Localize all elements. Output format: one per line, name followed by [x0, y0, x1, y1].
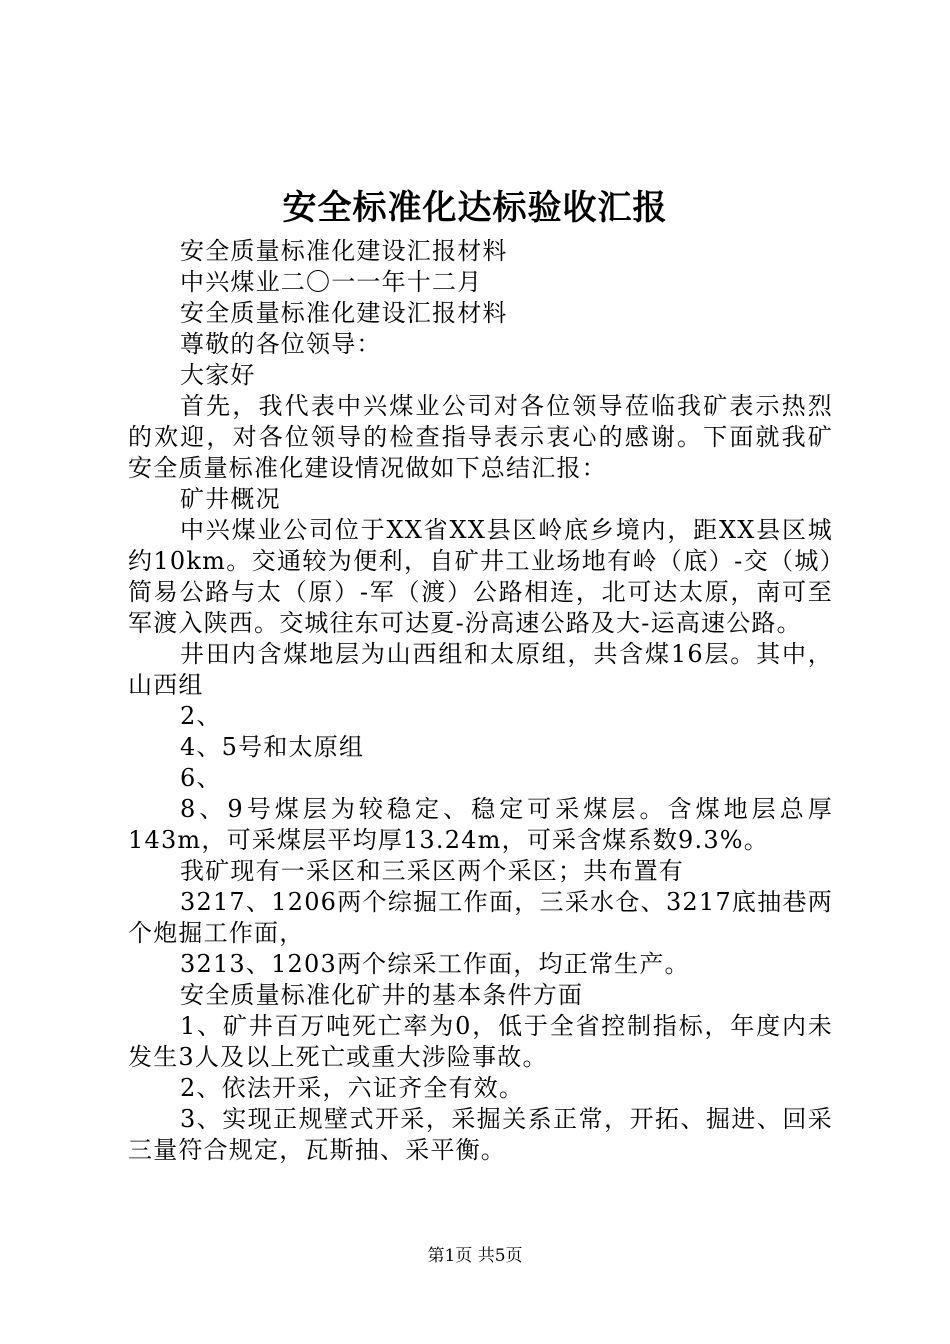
paragraph: 安全质量标准化矿井的基本条件方面 [180, 981, 584, 1009]
paragraph: 首先，我代表中兴煤业公司对各位领导莅临我矿表示热烈的欢迎，对各位领导的检查指导表示衷心的感谢。下面就我矿安全质量标准化建设情况做如下总结汇报： [128, 392, 833, 482]
paragraph: 6、 [180, 764, 222, 792]
paragraph: 我矿现有一采区和三采区两个采区；共布置有 [180, 857, 684, 885]
paragraph: 3213、1203两个综采工作面，均正常生产。 [180, 950, 690, 978]
paragraph: 中兴煤业公司位于XX省XX县区岭底乡境内，距XX县区城约10km。交通较为便利，自矿井工业场地有岭（底）-交（城）简易公路与太（原）-军（渡）公路相连，北可达太原，南可至军渡入陕西。交城往东可达夏-汾高速公路及大-运高速公路。 [128, 516, 833, 637]
page-number-footer: 第1页 共5页 [427, 1246, 523, 1266]
document-title: 安全标准化达标验收汇报 [282, 188, 668, 228]
paragraph: 中兴煤业二〇一一年十二月 [180, 268, 483, 296]
paragraph: 大家好 [180, 361, 256, 389]
paragraph: 井田内含煤地层为山西组和太原组，共含煤16层。其中，山西组 [128, 640, 833, 699]
paragraph: 安全质量标准化建设汇报材料 [180, 237, 508, 265]
paragraph: 矿井概况 [180, 485, 281, 513]
paragraph: 3、实现正规壁式开采，采掘关系正常，开拓、掘进、回采三量符合规定，瓦斯抽、采平衡。 [128, 1105, 833, 1164]
paragraph: 3217、1206两个综掘工作面，三采水仓、3217底抽巷两个炮掘工作面， [128, 888, 833, 947]
document-body [128, 236, 833, 1166]
paragraph: 1、矿井百万吨死亡率为0，低于全省控制指标，年度内未发生3人及以上死亡或重大涉险事故。 [128, 1012, 833, 1071]
paragraph: 安全质量标准化建设汇报材料 [180, 299, 508, 327]
paragraph: 2、依法开采，六证齐全有效。 [180, 1074, 525, 1102]
paragraph: 尊敬的各位领导： [180, 330, 382, 358]
paragraph: 2、 [180, 702, 222, 730]
paragraph: 8、9号煤层为较稳定、稳定可采煤层。含煤地层总厚143m，可采煤层平均厚13.24m，可采含煤系数9.3%。 [128, 795, 833, 854]
paragraph: 4、5号和太原组 [180, 733, 365, 761]
